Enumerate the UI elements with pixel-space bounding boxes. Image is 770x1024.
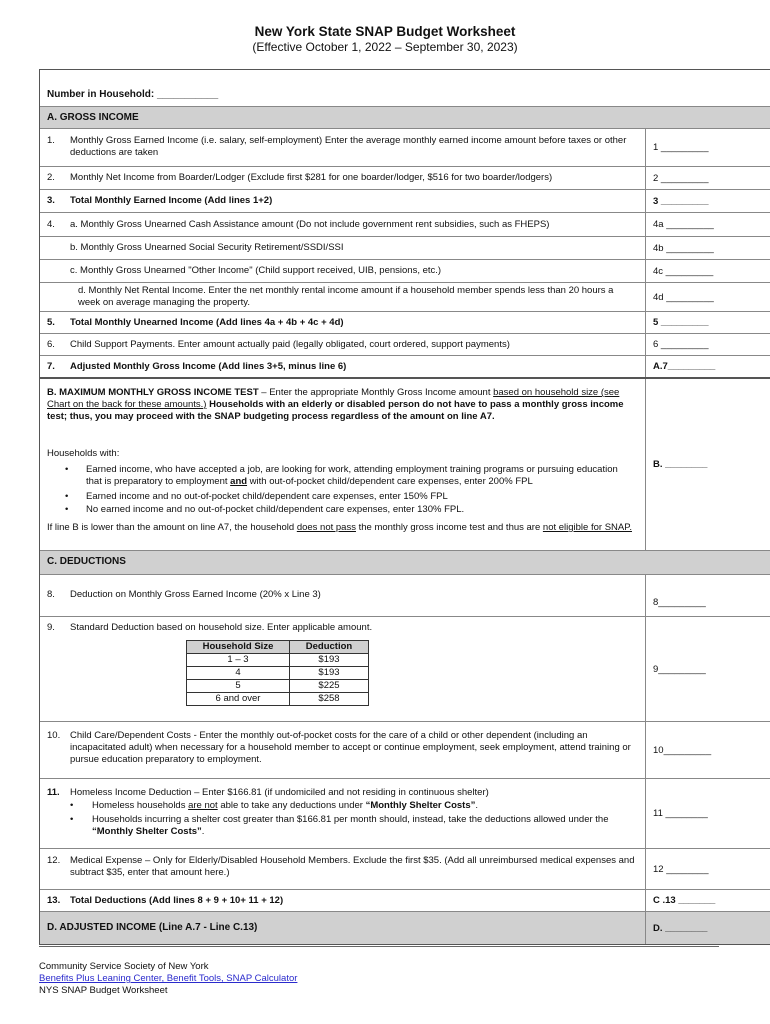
section-b-underlined: based on household size (see Chart on the back for these amounts.) (47, 387, 620, 410)
line-4a-row (40, 213, 770, 237)
footer-divider (39, 946, 719, 947)
line-number: 9. (47, 622, 55, 633)
line-number: 4. (47, 219, 55, 230)
line-4d-field[interactable]: 4d _________ (653, 291, 714, 303)
line-11-label: Homeless Income Deduction – Enter $166.81 (if undomiciled and not residing in continuous shelter) (70, 787, 489, 798)
line-5-row (40, 312, 770, 334)
table-cell: 4 (187, 667, 290, 680)
page-footer (39, 961, 297, 997)
homeless-bullet-2 (92, 814, 635, 838)
line-number: 3. (47, 195, 55, 206)
bullet-text: with out-of-pocket child/dependent care expenses, enter 200% FPL (247, 476, 533, 487)
line-12-label: Medical Expense – Only for Elderly/Disabled Household Members. Exclude the first $35. (Add all unreimbursed medical expenses and subtract $35, enter that amount here.) (70, 855, 635, 878)
table-cell: $225 (290, 680, 369, 693)
line-12-row (40, 849, 770, 890)
line-6-row (40, 334, 770, 356)
section-b-intro (47, 387, 637, 423)
bullet-underlined: are not (188, 800, 218, 811)
bullet-text: Homeless households (92, 800, 189, 811)
line-10-row (40, 722, 770, 779)
line-6-label: Child Support Payments. Enter amount actually paid (legally obligated, court ordered, support payments) (70, 339, 510, 350)
line-3-field[interactable]: 3 _________ (653, 195, 709, 207)
column-header-household-size: Household Size (187, 641, 290, 654)
table-cell: $193 (290, 654, 369, 667)
line-10-field[interactable]: 10_________ (653, 744, 712, 756)
table-cell: $193 (290, 667, 369, 680)
bullet-text: Earned income, who have accepted a job, are looking for work, attending employment training programs or pursuing education that is preparatory to employment (86, 464, 618, 487)
line-4c-row (40, 260, 770, 283)
household-row (40, 70, 770, 107)
table-cell: $258 (290, 693, 369, 706)
page-subtitle: (Effective October 1, 2022 – September 30, 2023) (252, 40, 518, 54)
section-b-row (40, 379, 770, 551)
section-b-text: – Enter the appropriate Monthly Gross Income amount (258, 387, 494, 398)
line-number: 2. (47, 172, 55, 183)
line-1-field[interactable]: 1 _________ (653, 142, 709, 153)
line-number: 10. (47, 730, 61, 741)
line-4b-field[interactable]: 4b _________ (653, 242, 714, 254)
line-9-label: Standard Deduction based on household size. Enter applicable amount. (70, 622, 373, 633)
line-4c-label: c. Monthly Gross Unearned "Other Income" (Child support received, UIB, pensions, etc.) (70, 265, 442, 276)
section-c-header (40, 551, 770, 575)
line-4d-row (40, 283, 770, 312)
page-title: New York State SNAP Budget Worksheet (254, 24, 516, 39)
section-b-title: B. MAXIMUM MONTHLY GROSS INCOME TEST (47, 387, 259, 398)
line-4a-label: a. Monthly Gross Unearned Cash Assistance amount (Do not include government rent subsidies, such as FHEPS) (70, 219, 550, 230)
table-cell: 6 and over (187, 693, 290, 706)
section-d-title: D. ADJUSTED INCOME (Line A.7 - Line C.13) (47, 922, 258, 933)
bullet-icon: • (65, 504, 69, 515)
homeless-bullet-1 (92, 800, 635, 812)
line-4c-field[interactable]: 4c _________ (653, 265, 714, 277)
section-a-header (40, 107, 770, 129)
section-a-title: A. GROSS INCOME (47, 112, 139, 123)
bullet-icon: • (65, 491, 69, 502)
bullet-130-fpl: No earned income and no out-of-pocket child/dependent care expenses, enter 130% FPL. (86, 504, 465, 515)
section-b-footer (47, 522, 637, 534)
line-2-field[interactable]: 2 _________ (653, 172, 709, 184)
line-4b-row (40, 237, 770, 260)
bullet-text: . (201, 826, 205, 837)
line-3-row (40, 190, 770, 213)
bullet-text: Households incurring a shelter cost greater than $166.81 per month should, instead, take the deductions allowed under the (92, 814, 609, 825)
line-10-label: Child Care/Dependent Costs - Enter the monthly out-of-pocket costs for the care of a child or other dependent (including an incapacitated adult) when necessary for a household member to accept or continue employment, seek employment, attend training or pursue education preparatory to employment. (70, 730, 631, 765)
households-with-label: Households with: (47, 448, 120, 459)
table-row (187, 667, 369, 680)
line-c13-field[interactable]: C .13 _______ (653, 895, 716, 906)
line-3-label: Total Monthly Earned Income (Add lines 1+2) (70, 195, 273, 206)
line-5-label: Total Monthly Unearned Income (Add lines 4a + 4b + 4c + 4d) (70, 317, 344, 328)
table-cell: 5 (187, 680, 290, 693)
standard-deduction-table (186, 640, 369, 706)
worksheet (39, 69, 770, 945)
footer-org: Community Service Society of New York (39, 961, 209, 972)
bullet-icon: • (70, 814, 74, 825)
section-d-row (40, 912, 770, 944)
bullet-text: . (475, 800, 479, 811)
line-9-row (40, 617, 770, 722)
table-row (187, 654, 369, 667)
table-row (187, 693, 369, 706)
line-11-row (40, 779, 770, 849)
footer-text: the monthly gross income test and thus are (355, 522, 543, 533)
line-6-field[interactable]: 6 _________ (653, 339, 709, 350)
line-8-label: Deduction on Monthly Gross Earned Income (20% x Line 3) (70, 589, 321, 600)
section-c-title: C. DEDUCTIONS (47, 556, 126, 567)
line-a7-field[interactable]: A.7_________ (653, 361, 716, 372)
table-header-row (187, 641, 369, 654)
line-d-field[interactable]: D. ________ (653, 922, 708, 934)
bullet-icon: • (65, 464, 69, 475)
line-number: 1. (47, 135, 55, 146)
household-field[interactable]: Number in Household: ___________ (47, 89, 219, 100)
line-number: 8. (47, 589, 55, 600)
line-2-row (40, 167, 770, 190)
table-row (187, 680, 369, 693)
bullet-emphasis: “Monthly Shelter Costs” (365, 800, 476, 811)
footer-text: If line B is lower than the amount on line A7, the household (47, 522, 297, 533)
bullet-emphasis: “Monthly Shelter Costs” (92, 826, 202, 837)
bullet-200-fpl (86, 464, 635, 488)
bullet-text: able to take any deductions under (217, 800, 366, 811)
line-13-label: Total Deductions (Add lines 8 + 9 + 10+ 11 + 12) (70, 895, 284, 906)
column-header-deduction: Deduction (290, 641, 369, 654)
line-11-field[interactable]: 11 ________ (653, 808, 708, 819)
line-8-field[interactable]: 8_________ (653, 597, 706, 608)
footer-doc-name: NYS SNAP Budget Worksheet (39, 985, 168, 996)
line-2-label: Monthly Net Income from Boarder/Lodger (Exclude first $281 for one boarder/lodger, $516 for two boarder/lodgers) (70, 172, 553, 183)
line-1-label: Monthly Gross Earned Income (i.e. salary, self-employment) Enter the average monthly earned income amount before taxes or other deductions are taken (70, 135, 627, 158)
line-7-label: Adjusted Monthly Gross Income (Add lines 3+5, minus line 6) (70, 361, 347, 372)
line-number: 11. (47, 787, 60, 798)
section-b-elderly-note: Households with an elderly or disabled person do not have to pass a monthly gross income test; thus, you may proceed with the SNAP budgeting process regardless of the amount on line A7. (47, 399, 624, 422)
table-cell: 1 – 3 (187, 654, 290, 667)
line-12-field[interactable]: 12 ________ (653, 863, 709, 875)
footer-underlined: not eligible for SNAP. (542, 522, 632, 533)
line-8-row (40, 575, 770, 617)
line-number: 6. (47, 339, 55, 350)
footer-link[interactable]: Benefits Plus Leaning Center, Benefit Tools, SNAP Calculator (39, 973, 298, 984)
footer-underlined: does not pass (296, 522, 356, 533)
line-number: 12. (47, 855, 61, 866)
line-7-row (40, 356, 770, 379)
line-9-field[interactable]: 9_________ (653, 663, 706, 675)
line-1-row (40, 129, 770, 167)
line-number: 13. (47, 895, 61, 906)
line-4a-field[interactable]: 4a _________ (653, 219, 714, 230)
line-number: 5. (47, 317, 55, 328)
line-5-field[interactable]: 5 _________ (653, 317, 709, 328)
line-4d-label: d. Monthly Net Rental Income. Enter the net monthly rental income amount if a household member spends less than 20 hours a week on average managing the property. (78, 285, 614, 308)
line-4b-label: b. Monthly Gross Unearned Social Security Retirement/SSDI/SSI (70, 242, 344, 253)
line-number: 7. (47, 361, 55, 372)
bullet-150-fpl: Earned income and no out-of-pocket child/dependent care expenses, enter 150% FPL (86, 491, 448, 502)
bullet-icon: • (70, 800, 74, 811)
line-b-field[interactable]: B. ________ (653, 459, 708, 470)
bullet-emphasis: and (230, 476, 248, 487)
line-13-row (40, 890, 770, 912)
